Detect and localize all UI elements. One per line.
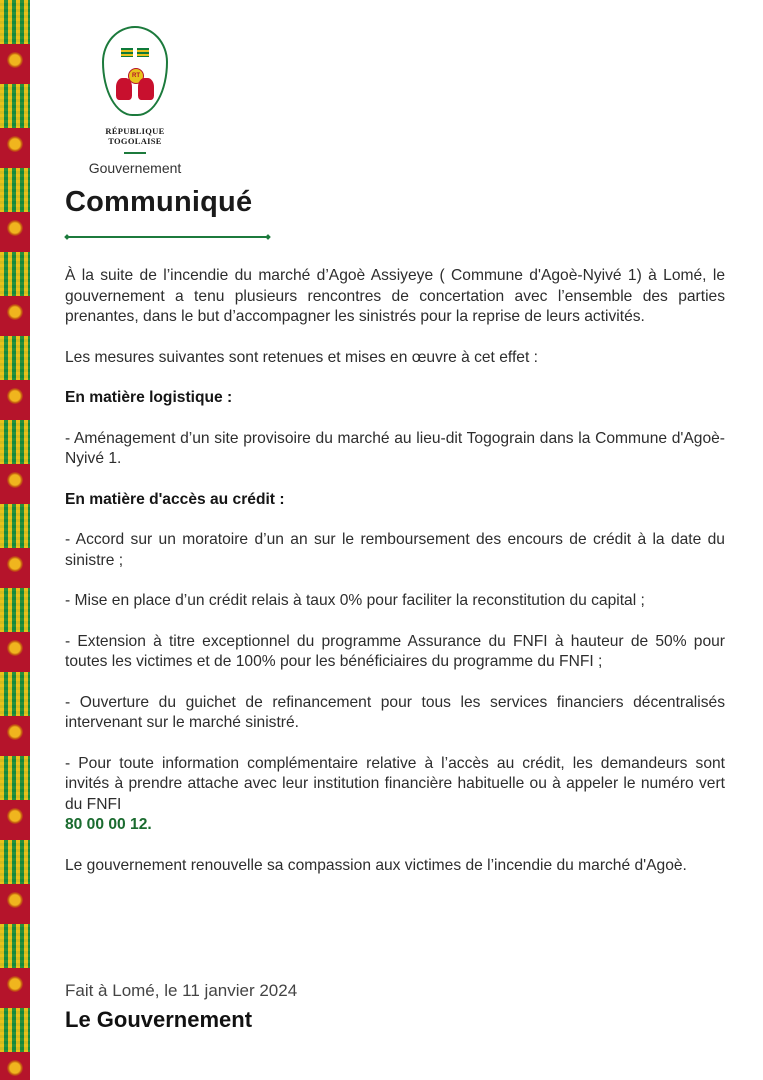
credit-item: - Accord sur un moratoire d’un an sur le remboursement des encours de crédit à la date du sinistre ;	[65, 531, 725, 569]
closing-paragraph: Le gouvernement renouvelle sa compassion aux victimes de l’incendie du marché d'Agoè.	[65, 856, 687, 874]
government-label: Gouvernement	[88, 160, 182, 176]
decorative-side-border	[0, 0, 30, 1080]
credit-item: - Extension à titre exceptionnel du programme Assurance du FNFI à hauteur de 50% pour toutes les victimes et de 100% pour les bénéficiaires du programme du FNFI ;	[65, 632, 725, 670]
page-title: Communiqué	[65, 186, 253, 218]
credit-item: - Ouverture du guichet de refinancement pour tous les services financiers décentralisés intervenant sur le marché sinistré.	[65, 693, 725, 731]
signature: Le Gouvernement	[65, 1007, 253, 1032]
credit-item: - Pour toute information complémentaire relative à l’accès au crédit, les demandeurs sont invités à prendre attache avec leur institution financière habituelle ou à appeler le numéro vert du FNFI	[65, 754, 725, 813]
credit-heading: En matière d'accès au crédit :	[65, 490, 285, 508]
place-and-date: Fait à Lomé, le 11 janvier 2024	[65, 981, 298, 1000]
logistics-item: - Aménagement d’un site provisoire du marché au lieu-dit Togograin dans la Commune d'Agoè-Nyivé 1.	[65, 429, 725, 467]
logistics-heading: En matière logistique :	[65, 389, 233, 406]
intro-paragraph: À la suite de l’incendie du marché d’Agoè Assiyeye ( Commune d'Agoè-Nyivé 1) à Lomé, le gouvernement a tenu plusieurs rencontres de concertation avec l’ensemble des parties prenantes, dans le but d’accompagner les sinistrés pour la reprise de leurs activités.	[65, 267, 725, 325]
credit-item: - Mise en place d’un crédit relais à taux 0% pour faciliter la reconstitution du capital ;	[65, 592, 645, 609]
signature-block	[65, 981, 725, 1033]
logo-divider	[124, 152, 146, 154]
communique-body	[65, 266, 725, 876]
coat-of-arms-icon: RT	[102, 26, 168, 116]
title-divider	[65, 235, 270, 239]
government-header	[80, 26, 190, 176]
measures-intro: Les mesures suivantes sont retenues et mises en œuvre à cet effet :	[65, 348, 538, 366]
republic-label: RÉPUBLIQUE TOGOLAISE	[105, 126, 165, 146]
hotline-number: 80 00 00 12.	[65, 816, 152, 833]
